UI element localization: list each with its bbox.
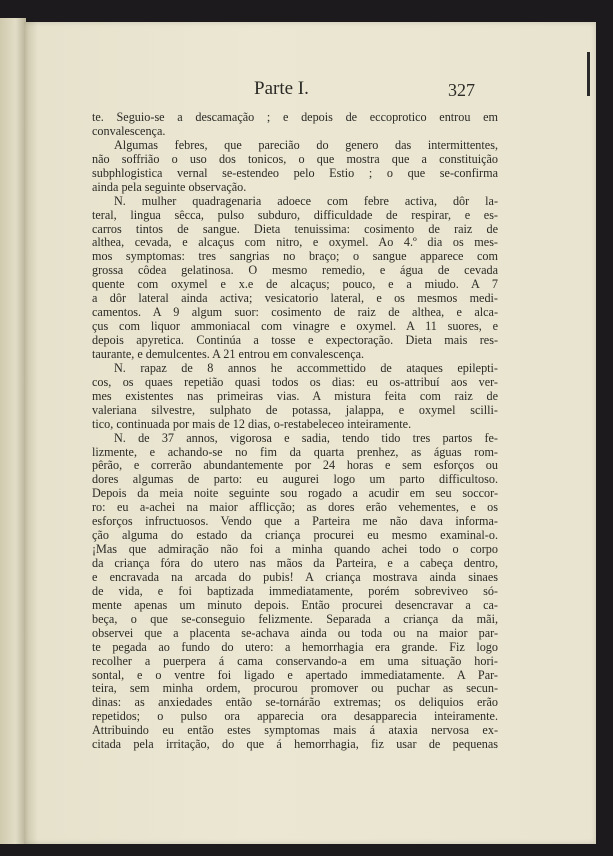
- text-line: de vida, e foi baptizada immediatamente, porém sobreviveo só-: [92, 584, 498, 598]
- text-line: recolher a puerpera á cama conservando-a em uma situação hori-: [92, 654, 498, 668]
- text-line: pêrão, e correrão abundantemente por 24 horas e sem esforços ou: [92, 459, 498, 473]
- text-line: valeriana silvestre, sulphato de potassa, jalappa, e oxymel scilli-: [92, 403, 498, 417]
- text-line: ção alguma do estado da criança procurei eu mesmo examinal-o.: [92, 529, 498, 543]
- page-number: 327: [448, 80, 475, 100]
- text-line: dinas: as anxiedades então se-tornárão extremas; os deliquios erão: [92, 696, 498, 710]
- text-line: da criança fóra do utero nas mãos da Parteira, e a cabeça dentro,: [92, 557, 498, 570]
- text-line: Attribuindo eu então estes symptomas mais á ataxia nervosa ex-: [92, 724, 498, 738]
- text-line: esforços infructuosos. Vendo que a Parteira me não dava informa-: [92, 515, 498, 529]
- text-line: citada pela irritação, do que á hemorrhagia, fiz usar de pequenas: [92, 738, 498, 752]
- text-line: cos, os quaes repetião quasi todos os dias: eu os-attribuí aos ver-: [92, 375, 498, 389]
- text-line: çus com liquor ammoniacal com vinagre e oxymel. A 11 suores, e: [92, 320, 498, 334]
- text-line: repetidos; o pulso ora apparecia ora desapparecia inteiramente.: [92, 710, 498, 724]
- part-title: Parte I.: [254, 78, 309, 99]
- text-line: não soffrião o uso dos tonicos, o que mostra que a constituição: [92, 152, 498, 166]
- facing-page-edge: [0, 18, 26, 844]
- text-line: N. mulher quadragenaria adoece com febre activa, dôr la-: [114, 194, 498, 208]
- text-line: sontal, e o ventre foi ligado e apertado immediatamente. A Par-: [92, 668, 498, 682]
- text-line: N. rapaz de 8 annos he accommettido de ataques epilepti-: [114, 361, 498, 375]
- text-line: carros tintos de sangue. Dieta tenuissima: cosimento de raiz de: [92, 222, 498, 236]
- text-line: subphlogistica vernal se-estendeo pelo Estio ; o que se-confirma: [92, 166, 498, 180]
- text-line: ¡Mas que admiração não foi a minha quando achei todo o corpo: [92, 543, 498, 557]
- text-line: quente com oxymel e x.e de alcaçus; pouco, e a miudo. A 7: [92, 278, 498, 292]
- text-line: tico, continuada por mais de 12 dias, o-restabeleceo inteiramente.: [92, 417, 412, 431]
- text-line: te. Seguio-se a descamação ; e depois de eccoprotico entrou em: [92, 111, 498, 124]
- text-line: beça, o que se-conseguio felizmente. Separada a criança da mãi,: [92, 612, 498, 626]
- text-line: observei que a placenta se-achava ainda ou toda ou na maior par-: [92, 626, 498, 640]
- text-line: convalescença.: [92, 124, 166, 138]
- text-line: e encravada na arcada do pubis! A criança mostrava ainda sinaes: [92, 570, 498, 584]
- text-line: teira, sem minha ordem, procurou promover ou puchar as secun-: [92, 682, 498, 696]
- text-line: grossa côdea gelatinosa. O mesmo remedio, e água de cevada: [92, 264, 498, 278]
- text-line: dores algumas de parto: eu augurei logo um parto difficultoso.: [92, 473, 498, 487]
- text-line: mos symptomas: tres sangrias no braço; o sangue apparece com: [92, 250, 498, 264]
- text-line: lizmente, e achando-se no fim da quarta prenhez, as águas rom-: [92, 445, 498, 459]
- text-line: te pegada ao fundo do utero: a hemorrhagia era grande. Fiz logo: [92, 640, 498, 654]
- text-line: althea, cevada, e alcaçus com nitro, e oxymel. Ao 4.º dia os mes-: [92, 236, 498, 250]
- text-line: Algumas febres, que parecião do genero das intermittentes,: [114, 138, 498, 152]
- running-header: [24, 78, 596, 108]
- text-line: depois apyretica. Continúa a tosse e expectoração. Dieta mais res-: [92, 334, 498, 347]
- text-line: Depois da meia noite seguinte sou rogado a acudir em seu soccor-: [92, 487, 498, 501]
- text-line: teral, lingua sêcca, pulso subduro, difficuldade de respirar, e es-: [92, 208, 498, 222]
- text-line: N. de 37 annos, vigorosa e sadia, tendo tido tres partos fe-: [114, 431, 498, 445]
- book-page: [24, 22, 596, 844]
- text-line: taurante, e demulcentes. A 21 entrou em convalescença.: [92, 347, 365, 361]
- text-line: ainda pela seguinte observação.: [92, 180, 247, 194]
- text-line: ro: eu a-achei na maior afflicção; as dores erão vehementes, e os: [92, 501, 498, 515]
- text-line: a dôr lateral ainda activa; vesicatorio lateral, e os mesmos medi-: [92, 292, 498, 306]
- text-line: camentos. A 9 algum suor: cosimento de raiz de althea, e alca-: [92, 306, 498, 320]
- text-line: mente apenas um minuto depois. Então procurei desencravar a ca-: [92, 598, 498, 612]
- text-line: mes existentes nas primeiras vias. A mistura feita com raiz de: [92, 389, 498, 403]
- body-text: [92, 111, 498, 752]
